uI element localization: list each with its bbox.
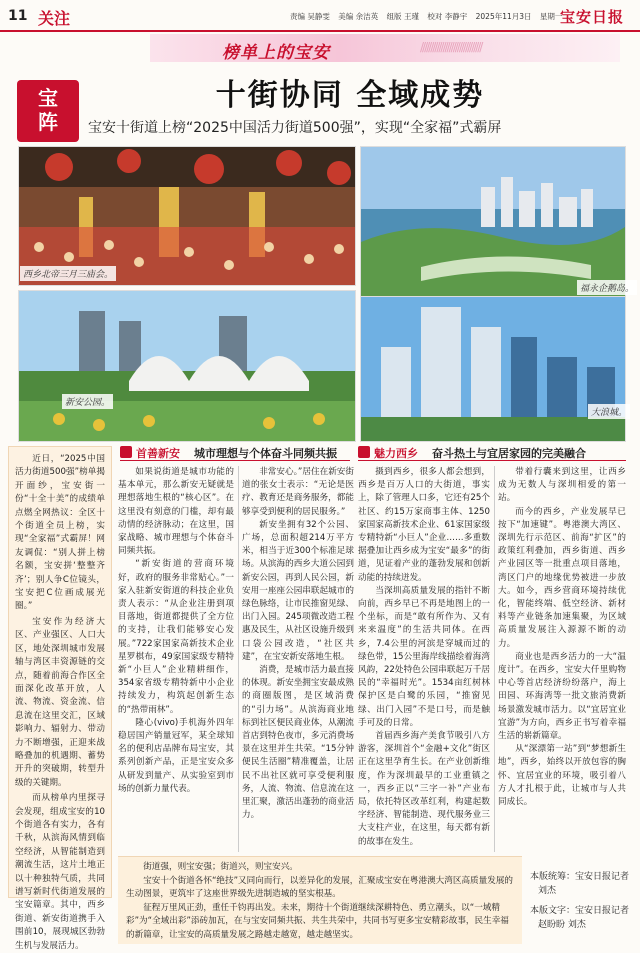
weekday: 星期一	[539, 12, 563, 21]
headline-subtitle: 宝安十街道上榜“2025中国活力街道500强”，实现“全家福”式霸屏	[88, 120, 502, 136]
credit-line: 本版文字：宝安日报记者	[530, 906, 630, 916]
paragraph: 当深圳高质量发展的指针不断向前，西乡早已不再是地图上的一个坐标，而是“敢有所作为、又有来来温度”的生活共同体。在西乡，7.4公里的河滨是穿城而过的绿色带，15公里海岸线描绘着海湾风韵，22处特色公园串联起万千居民的“幸福时光”。1534亩红树林保护区是白鹭的乐园，“推窗见绿、出门入园”不是口号，而是触手可及的日常。	[358, 585, 490, 728]
conclusion-paragraph: 宝安十个街道各怀“绝技”又同向而行，以差异化的发展，汇聚成宝安在粤港澳大湾区高质量发展的生动图景，更筑牢了这座世界级先进制造城的坚实根基。	[126, 875, 514, 899]
photo-fuhai-penguin-island	[360, 146, 626, 300]
paragraph: 如果说街道是城市功能的基本单元，那么新安无疑就是理想落地生根的“核心区”。在这里没有刻意的门槛，却有最动情的经济脉动；在这里，国家战略、城市理想与个体奋斗同频共振。	[118, 467, 234, 557]
section-rule-left	[120, 460, 350, 461]
layout-credit: 组版 王瑾	[386, 12, 419, 21]
banner-bg	[150, 34, 620, 62]
caption-fuhai: 福永企鹅岛。	[577, 280, 637, 295]
body-column-2	[242, 466, 354, 852]
section-icon-left	[120, 446, 132, 458]
paragraph: 非常安心。”居住在新安街道的张女士表示：“无论是医疗、教育还是商务服务，都能够享受到便利的居民服务。”	[242, 467, 354, 517]
island-illustration	[361, 147, 625, 299]
credit-line: 本版统筹：宝安日报记者	[530, 872, 630, 882]
conclusion-paragraph: 街道强，则宝安强；街道兴，则宝安兴。	[143, 862, 298, 872]
section-title-right: 奋斗热土与宜居家园的完美融合	[432, 447, 586, 460]
headline-title: 十街协同 全域成势	[215, 78, 485, 113]
photo-xixiang-festival	[18, 146, 356, 286]
paragraph: 从“深漂第一站”到“梦想新生地”，西乡，始终以开放包容的胸怀、宜居宜业的环境，吸引着八方人才扎根于此，让城市与人共同成长。	[498, 744, 626, 808]
section-icon-right	[358, 446, 370, 458]
lead-paragraph: 近日，“2025中国活力街道500强”榜单揭开面纱，宝安街一份“十全十美”的成绩单点燃全网热议：全区十个街道全员上榜，实现“全家福”式霸屏！网友调侃：“别人拼上榜名额，宝安拼‘整整齐齐’；别人争C位镜头，宝安把C位画成展光圈。”	[15, 454, 105, 612]
seal-char-2: 阵	[38, 110, 58, 134]
masthead-logo: 宝安日报	[560, 8, 625, 26]
credit-line: 刘杰	[538, 886, 557, 896]
section-tag-right: 魅力西乡	[374, 447, 418, 460]
designer-credit: 美编 余洁英	[338, 12, 379, 21]
body-column-3	[358, 466, 490, 852]
column-divider	[494, 466, 495, 852]
header-rule	[0, 30, 640, 32]
proof-credit: 校对 李静宇	[427, 12, 468, 21]
section-tag: 关注	[38, 9, 71, 28]
credit-line: 赵盼盼 刘杰	[538, 920, 586, 930]
banner-title: 榜单上的宝安	[222, 43, 330, 63]
paragraph: 商业也是西乡活力的一大“温度计”。在西乡，宝安大仟里购物中心等首店经济纷纷落户，海上田园、环海湾等一批文旅消费新场景激发城市活力。以“宜居宜业宜游”为方向，西乡正书写着幸福生活的崭新篇章。	[498, 651, 626, 742]
editor-credit: 责编 吴静雯	[290, 12, 330, 21]
photo-dalang-city	[360, 296, 626, 442]
caption-xixiang: 西乡北帝三月三庙会。	[20, 266, 116, 281]
caption-dalang: 大浪城。	[588, 404, 630, 419]
article-credits	[530, 870, 638, 932]
caption-xinan-park: 新安公园。	[62, 394, 113, 409]
skyline-illustration	[361, 297, 625, 441]
lead-paragraph: 而从榜单内里探寻会发现，组成宝安的10个街道各有实力，各有千秋，从滨海风情到临空经济，从智能制造到潮流生活，这片土地正以十种独特气质，共同谱写新时代街道发展的宝安篇章。其中，西乡街道、新安街道携手入围前10，展现城区勃勃生机与发展活力。	[15, 793, 105, 951]
header-meta	[290, 11, 568, 22]
issue-date: 2025年11月3日	[475, 12, 532, 21]
paragraph: 带着行囊来到这里，让西乡成为无数人与深圳相爱的第一站。	[498, 467, 626, 504]
lead-paragraph: 宝安作为经济大区、产业强区、人口大区，地处深圳城市发展轴与湾区丰资源链的交点，随着前海合作区全面深化改革开放，人流、物流、资金流、信息流在这里交汇，区域影响力、辐射力、带动力不断增强，正迎来战略叠加的机遇期、蓄势开升的突破期，转型升级的关键期。	[15, 616, 105, 788]
lead-box	[8, 446, 112, 951]
photo-xinan-park	[18, 290, 356, 442]
section-tag-left: 首善新安	[136, 447, 180, 460]
page-number: 11	[8, 8, 28, 24]
park-illustration	[19, 291, 355, 441]
section-title-left: 城市理想与个体奋斗同频共振	[194, 447, 337, 460]
paragraph: “新安街道的营商环境好，政府的服务非常贴心。”一家入驻新安街道的科技企业负责人表示：“从企业注册到项目落地，街道都提供了全方位的支持，让我们能够安心发展。”722家国家高新技术企业星罗棋布，49家国家级专精特新“小巨人”企业精耕细作，354家省级专精特新中小企业持续发力，构筑起创新生态的“热带雨林”。	[118, 559, 234, 715]
conclusion-paragraph: 征程万里风正劲，重任千钧再出发。未来，期待十个街道继续深耕特色、勇立潮头，以“一域精彩”为“全域出彩”添砖加瓦，在与宝安同频共振、共生共荣中，共同书写更多宝安精彩故事，民生幸福的新篇章，让宝安的高质量发展之路越走越宽，越走越坚实。	[126, 902, 509, 940]
festival-illustration	[19, 147, 355, 285]
paragraph: 消费，是城市活力最直接的体现。新安坐拥宝安最成熟的商圈版图，是区域消费的“引力场”。从滨海商业地标到社区便民商业体，从潮流首店到特色夜市，多元消费场景在这里并生共荣。“15分钟便民生活圈”精准覆盖，让居民不出社区就可享受便利服务，人流、物流、信息流在这里汇聚，激活出蓬勃的商业活力。	[242, 665, 354, 821]
paragraph: 摄到西乡，很多人都会想到，西乡是百万人口的大街道，事实上，除了管理人口多，它还有25个社区、约15万家商事主体、1250家国家高新技术企业、61家国家级专精特新“小巨人”企业……多重数据叠加让西乡成为宝安“最多”的街道，见证着产业的蓬勃发展和创新动能的持续迸发。	[358, 467, 490, 583]
paragraph: 新安坐拥有32个公园、广场，总面积超214万平方米，相当于近300个标准足球场。从滨海的西乡大道公园到新安公园，再到人民公园，新安用一座座公园串联起城市的绿色脉络，让市民推窗见绿、出门入园。245项微改造工程惠及民生，从社区设施升级到口袋公园改造，“社区共建”，在宝安新安落地生根。	[242, 519, 354, 662]
column-divider	[238, 466, 239, 852]
body-column-4	[498, 466, 626, 866]
body-column-1	[118, 466, 234, 852]
section-rule-right	[358, 460, 626, 461]
seal-char-1: 宝	[38, 86, 58, 110]
conclusion-box	[118, 856, 522, 944]
paragraph: 首届西乡海产美食节吸引八方游客，深圳首个“金融+文化”街区正在这里孕育生长。在产业创新维度，作为深圳最早的工业重镇之一，西乡正以“三字一补”产业布局，依托特区改革红利，构建起数字经济、智能制造、现代服务业三大支柱产业，在这里，每天都有新的故事在发生。	[358, 731, 490, 847]
paragraph: 而今的西乡，产业发展早已按下“加速键”。粤港澳大湾区、深圳先行示范区、前海“扩区”的政策红利叠加，西乡街道、西乡产业园区等一批重点项目落地，湾区门户的地缘优势被进一步放大。如今，西乡营商环境持续优化，智能终端、低空经济、新材料等产业链条加速集聚，为区域高质量发展注入源源不断的动力。	[498, 506, 626, 649]
paragraph: 隆心(vivo)手机海外四年稳居国产销量冠军，某全球知名的便利店品牌布局宝安，其系列创新产品，正是宝安众多从研发到量产、从实验室到市场的创新力量代表。	[118, 717, 234, 794]
banner-stripes: //////////////////////////////	[420, 40, 482, 54]
seal-logo	[17, 80, 79, 142]
